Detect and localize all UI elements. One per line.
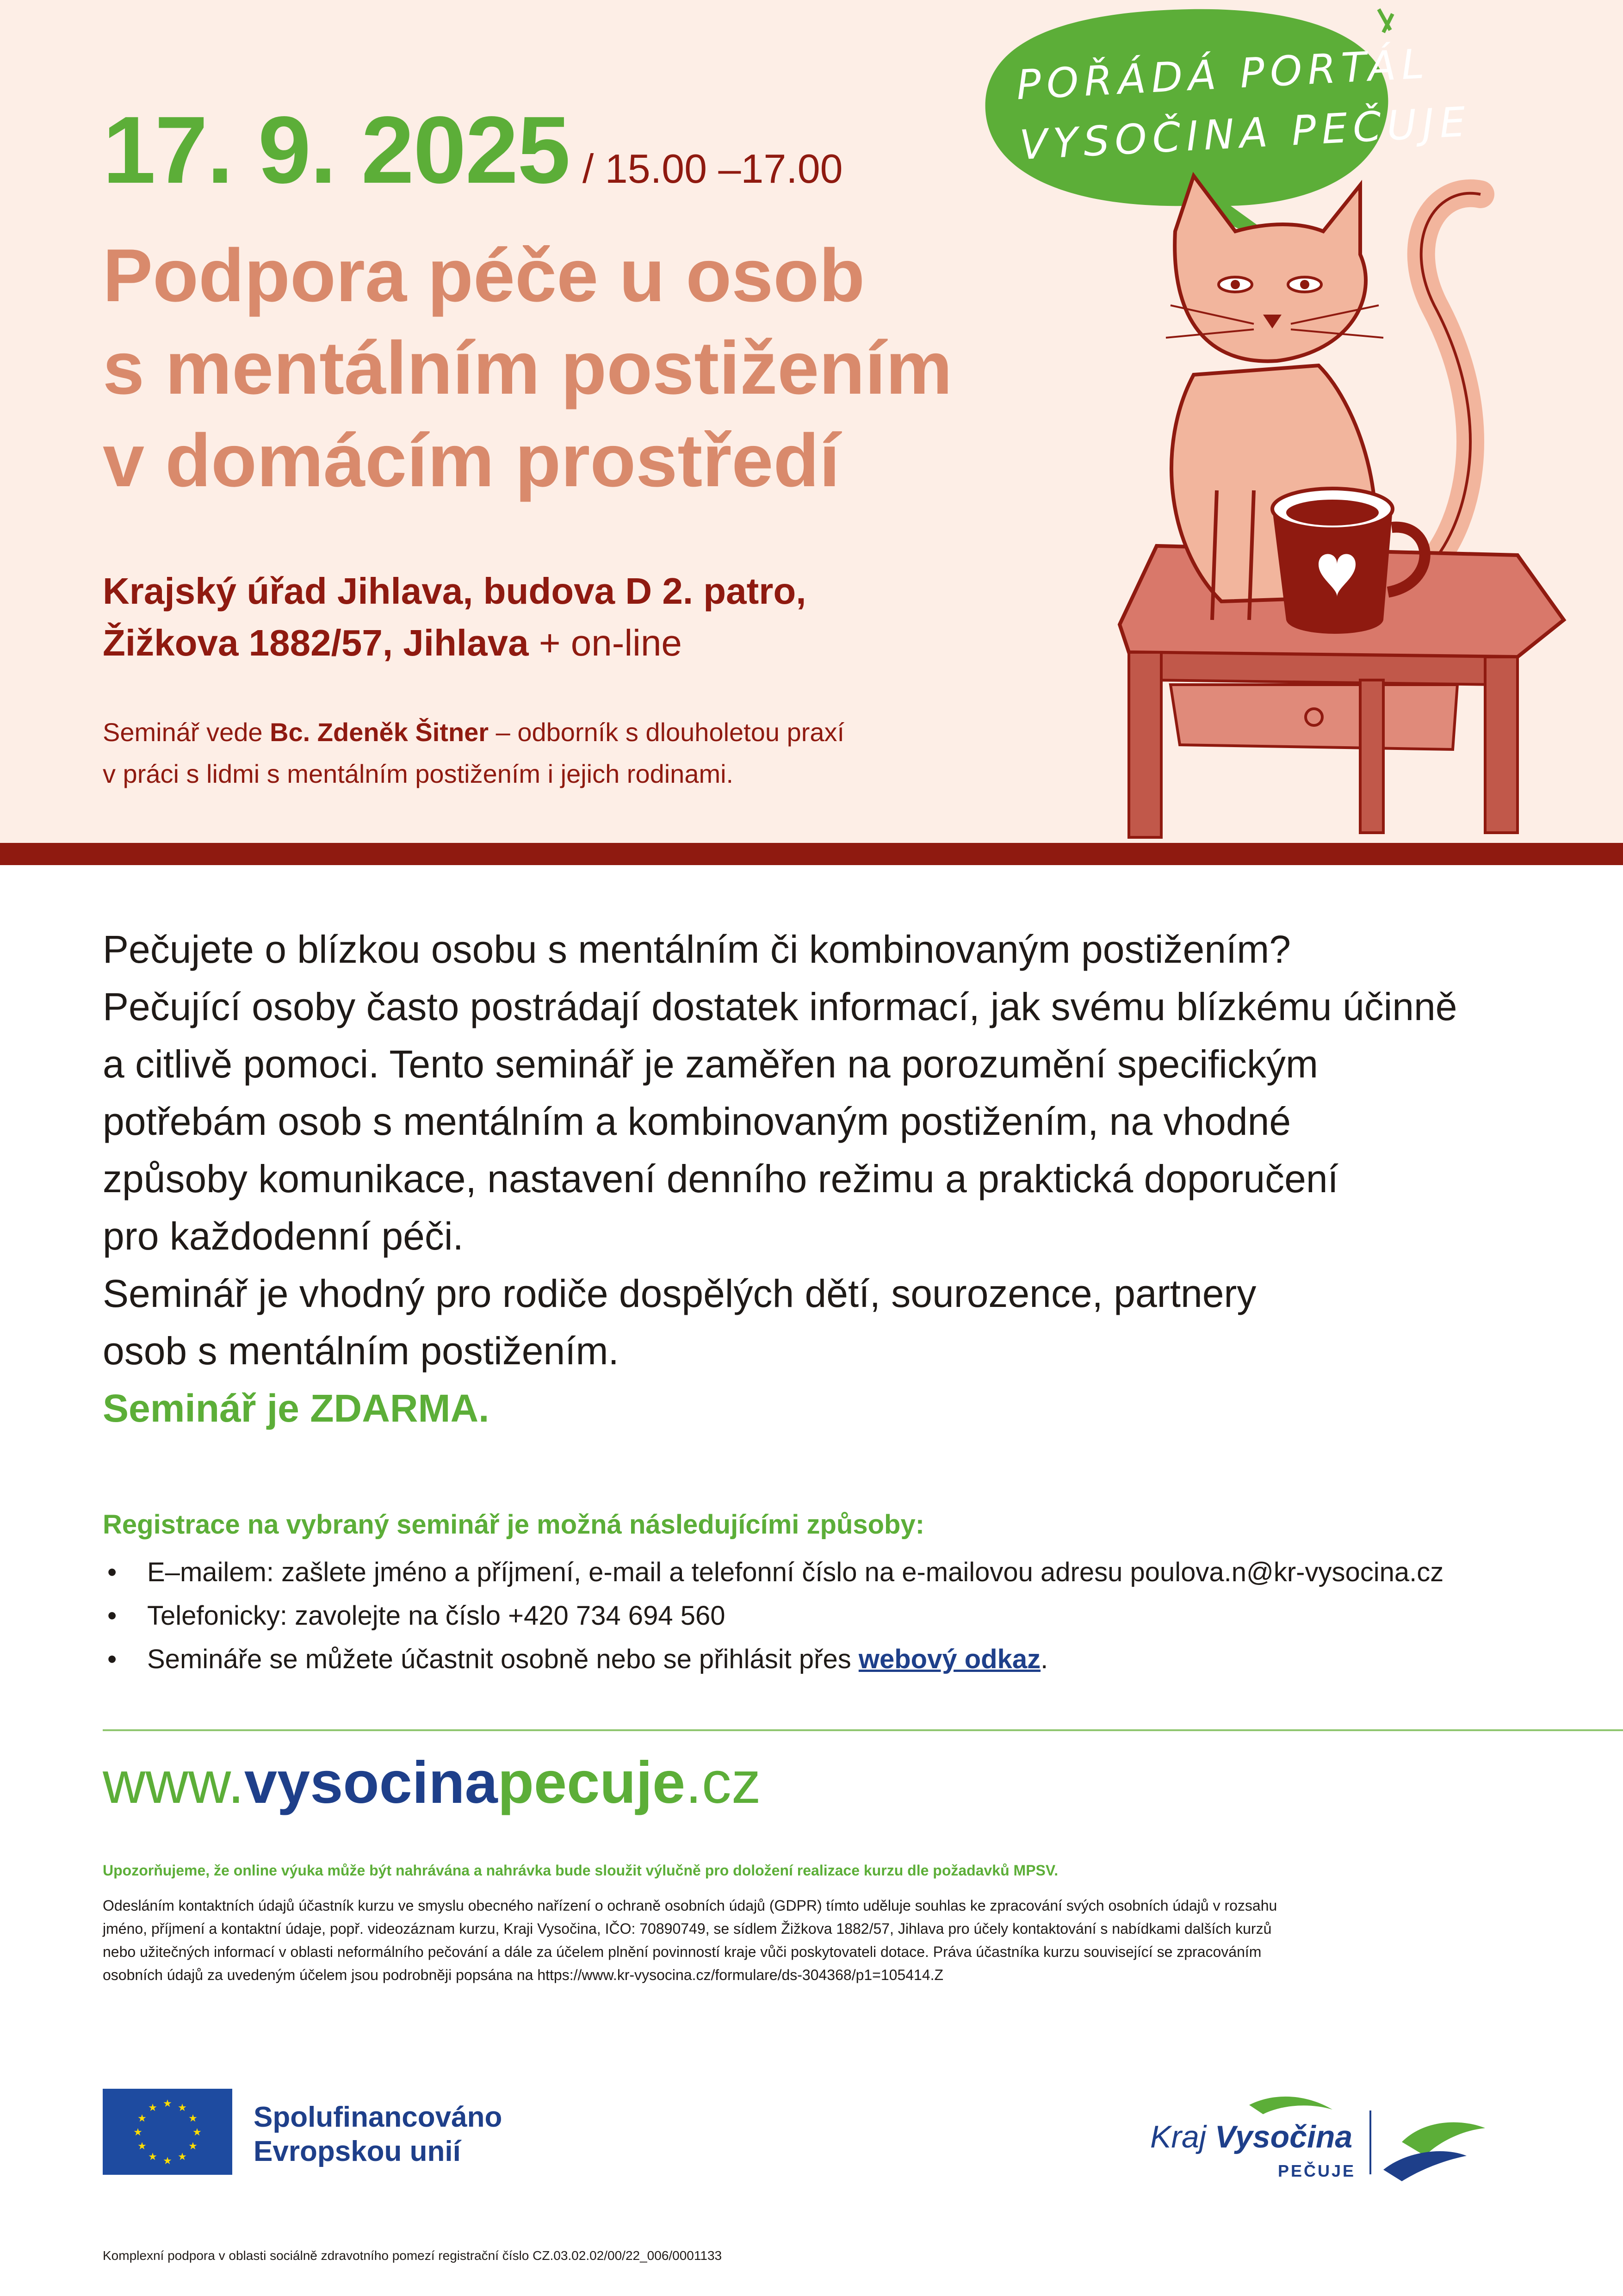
lector-description-line-2: v práci s lidmi s mentálním postižením i jejich rodinami. bbox=[103, 759, 734, 788]
svg-text:★: ★ bbox=[192, 2127, 202, 2138]
page-title bbox=[103, 229, 952, 507]
eu-cofinanced-text bbox=[254, 2100, 502, 2169]
website-prefix: www. bbox=[103, 1750, 244, 1816]
eu-line-1: Spolufinancováno bbox=[254, 2101, 502, 2133]
event-date: 17. 9. 2025 bbox=[103, 97, 570, 203]
website-part1: vysocina bbox=[244, 1750, 498, 1816]
svg-text:★: ★ bbox=[178, 2151, 187, 2163]
description-line: Pečující osoby často postrádají dostatek informací, jak svému blízkému účinně bbox=[103, 985, 1457, 1028]
website-part2: pecuje bbox=[497, 1750, 686, 1816]
recording-warning: Upozorňujeme, že online výuka může být nahrávána a nahrávka bude sloužit výlučně pro doložení realizace kurzu dle požadavků MPSV. bbox=[103, 1862, 1059, 1879]
gdpr-line: Odesláním kontaktních údajů účastník kurzu ve smyslu obecného nařízení o ochraně osobních údajů (GDPR) tímto uděluje souhlas ke zpracování svých osobních údajů v rozsahu bbox=[103, 1897, 1277, 1914]
bullet: • bbox=[107, 1557, 117, 1587]
bubble-line-2: VYSOČINA PEČUJE bbox=[1018, 98, 1472, 169]
description-line: potřebám osob s mentálním a kombinovaným postižením, na vhodné bbox=[103, 1100, 1291, 1143]
organizer-bubble-text bbox=[1015, 37, 1472, 175]
svg-text:★: ★ bbox=[163, 2098, 172, 2110]
venue-address: Žižkova 1882/57, Jihlava bbox=[103, 622, 529, 663]
event-venue bbox=[103, 565, 806, 669]
venue-line-1: Krajský úřad Jihlava, budova D 2. patro, bbox=[103, 570, 806, 612]
svg-text:★: ★ bbox=[137, 2113, 147, 2124]
description-line: Pečujete o blízkou osobu s mentálním či kombinovaným postižením? bbox=[103, 928, 1291, 971]
list-item bbox=[103, 1638, 1443, 1681]
event-time: / 15.00 –17.00 bbox=[582, 146, 843, 192]
section-divider bbox=[103, 1729, 1623, 1731]
svg-text:★: ★ bbox=[178, 2102, 187, 2114]
cat-illustration-icon bbox=[1101, 167, 1573, 842]
svg-text:★: ★ bbox=[188, 2141, 198, 2152]
gdpr-line: jméno, příjmení a kontaktní údaje, popř. videozáznam kurzu, Kraji Vysočina, IČO: 70890749, se sídlem Žižkova 1882/57, Jihlava pro účely kontaktování s nabídkami dalších kurzů bbox=[103, 1920, 1272, 1937]
svg-text:★: ★ bbox=[163, 2155, 172, 2167]
description-text bbox=[103, 921, 1457, 1437]
svg-text:★: ★ bbox=[133, 2127, 142, 2138]
title-line: Podpora péče u osob bbox=[103, 234, 865, 317]
lector-description: – odborník s dlouholetou praxí bbox=[489, 718, 845, 747]
bullet: • bbox=[107, 1601, 117, 1631]
bullet: • bbox=[107, 1644, 117, 1674]
event-date-line bbox=[103, 95, 843, 205]
free-of-charge-note: Seminář je ZDARMA. bbox=[103, 1386, 489, 1430]
vysocina-word: Vysočina bbox=[1214, 2119, 1353, 2154]
description-line: a citlivě pomoci. Tento seminář je zaměřen na porozumění specifickým bbox=[103, 1042, 1318, 1086]
registration-title: Registrace na vybraný seminář je možná následujícími způsoby: bbox=[103, 1510, 925, 1540]
registration-list bbox=[103, 1551, 1443, 1681]
hero-divider bbox=[0, 843, 1623, 865]
list-item bbox=[103, 1594, 1443, 1638]
gdpr-text bbox=[103, 1894, 1277, 1987]
eu-line-2: Evropskou unií bbox=[254, 2135, 461, 2167]
title-line: v domácím prostředí bbox=[103, 419, 840, 502]
kraj-pecuje-label: PEČUJE bbox=[1278, 2161, 1356, 2180]
registration-number: Komplexní podpora v oblasti sociálně zdravotního pomezí registrační číslo CZ.03.02.02/00/22_006/0001133 bbox=[103, 2248, 722, 2263]
svg-text:★: ★ bbox=[148, 2102, 157, 2114]
description-line: pro každodenní péči. bbox=[103, 1214, 464, 1258]
web-link[interactable]: webový odkaz bbox=[858, 1644, 1041, 1674]
registration-email: E–mailem: zašlete jméno a příjmení, e-mail a telefonní číslo na e-mailovou adresu poulova.n@kr-vysocina.cz bbox=[147, 1557, 1444, 1587]
kraj-word: Kraj bbox=[1150, 2119, 1206, 2154]
description-line: Seminář je vhodný pro rodiče dospělých dětí, sourozence, partnery bbox=[103, 1272, 1257, 1315]
svg-text:★: ★ bbox=[137, 2141, 147, 2152]
bubble-line-1: POŘÁDÁ PORTÁL bbox=[1015, 39, 1431, 109]
svg-text:★: ★ bbox=[188, 2113, 198, 2124]
gdpr-line: nebo užitečných informací v oblasti neformálního pečování a dále za účelem plnění povinností kraje vůči poskytovateli dotace. Práva účastníka kurzu související se zpracováním bbox=[103, 1943, 1262, 1960]
registration-online-text: Semináře se můžete účastnit osobně nebo se přihlásit přes bbox=[147, 1644, 859, 1674]
lector-info bbox=[103, 712, 844, 795]
gdpr-line: osobních údajů za uvedeným účelem jsou podrobněji popsána na https://www.kr-vysocina.cz/formulare/ds-304368/p1=105414.Z bbox=[103, 1967, 944, 1983]
eu-flag-icon bbox=[103, 2089, 232, 2175]
lector-prefix: Seminář vede bbox=[103, 718, 270, 747]
registration-online-suffix: . bbox=[1041, 1644, 1048, 1674]
lector-name: Bc. Zdeněk Šitner bbox=[270, 718, 489, 747]
description-line: způsoby komunikace, nastavení denního režimu a praktická doporučení bbox=[103, 1157, 1338, 1201]
website-link[interactable] bbox=[103, 1749, 761, 1817]
registration-phone: Telefonicky: zavolejte na číslo +420 734 694 560 bbox=[147, 1601, 725, 1631]
kraj-vysocina-label bbox=[1150, 2119, 1352, 2155]
logo-separator bbox=[1369, 2110, 1371, 2174]
description-line: osob s mentálním postižením. bbox=[103, 1329, 619, 1373]
venue-online: + on-line bbox=[528, 622, 682, 663]
title-line: s mentálním postižením bbox=[103, 326, 953, 410]
svg-text:★: ★ bbox=[148, 2151, 157, 2163]
list-item bbox=[103, 1551, 1443, 1594]
website-suffix: .cz bbox=[685, 1750, 761, 1816]
